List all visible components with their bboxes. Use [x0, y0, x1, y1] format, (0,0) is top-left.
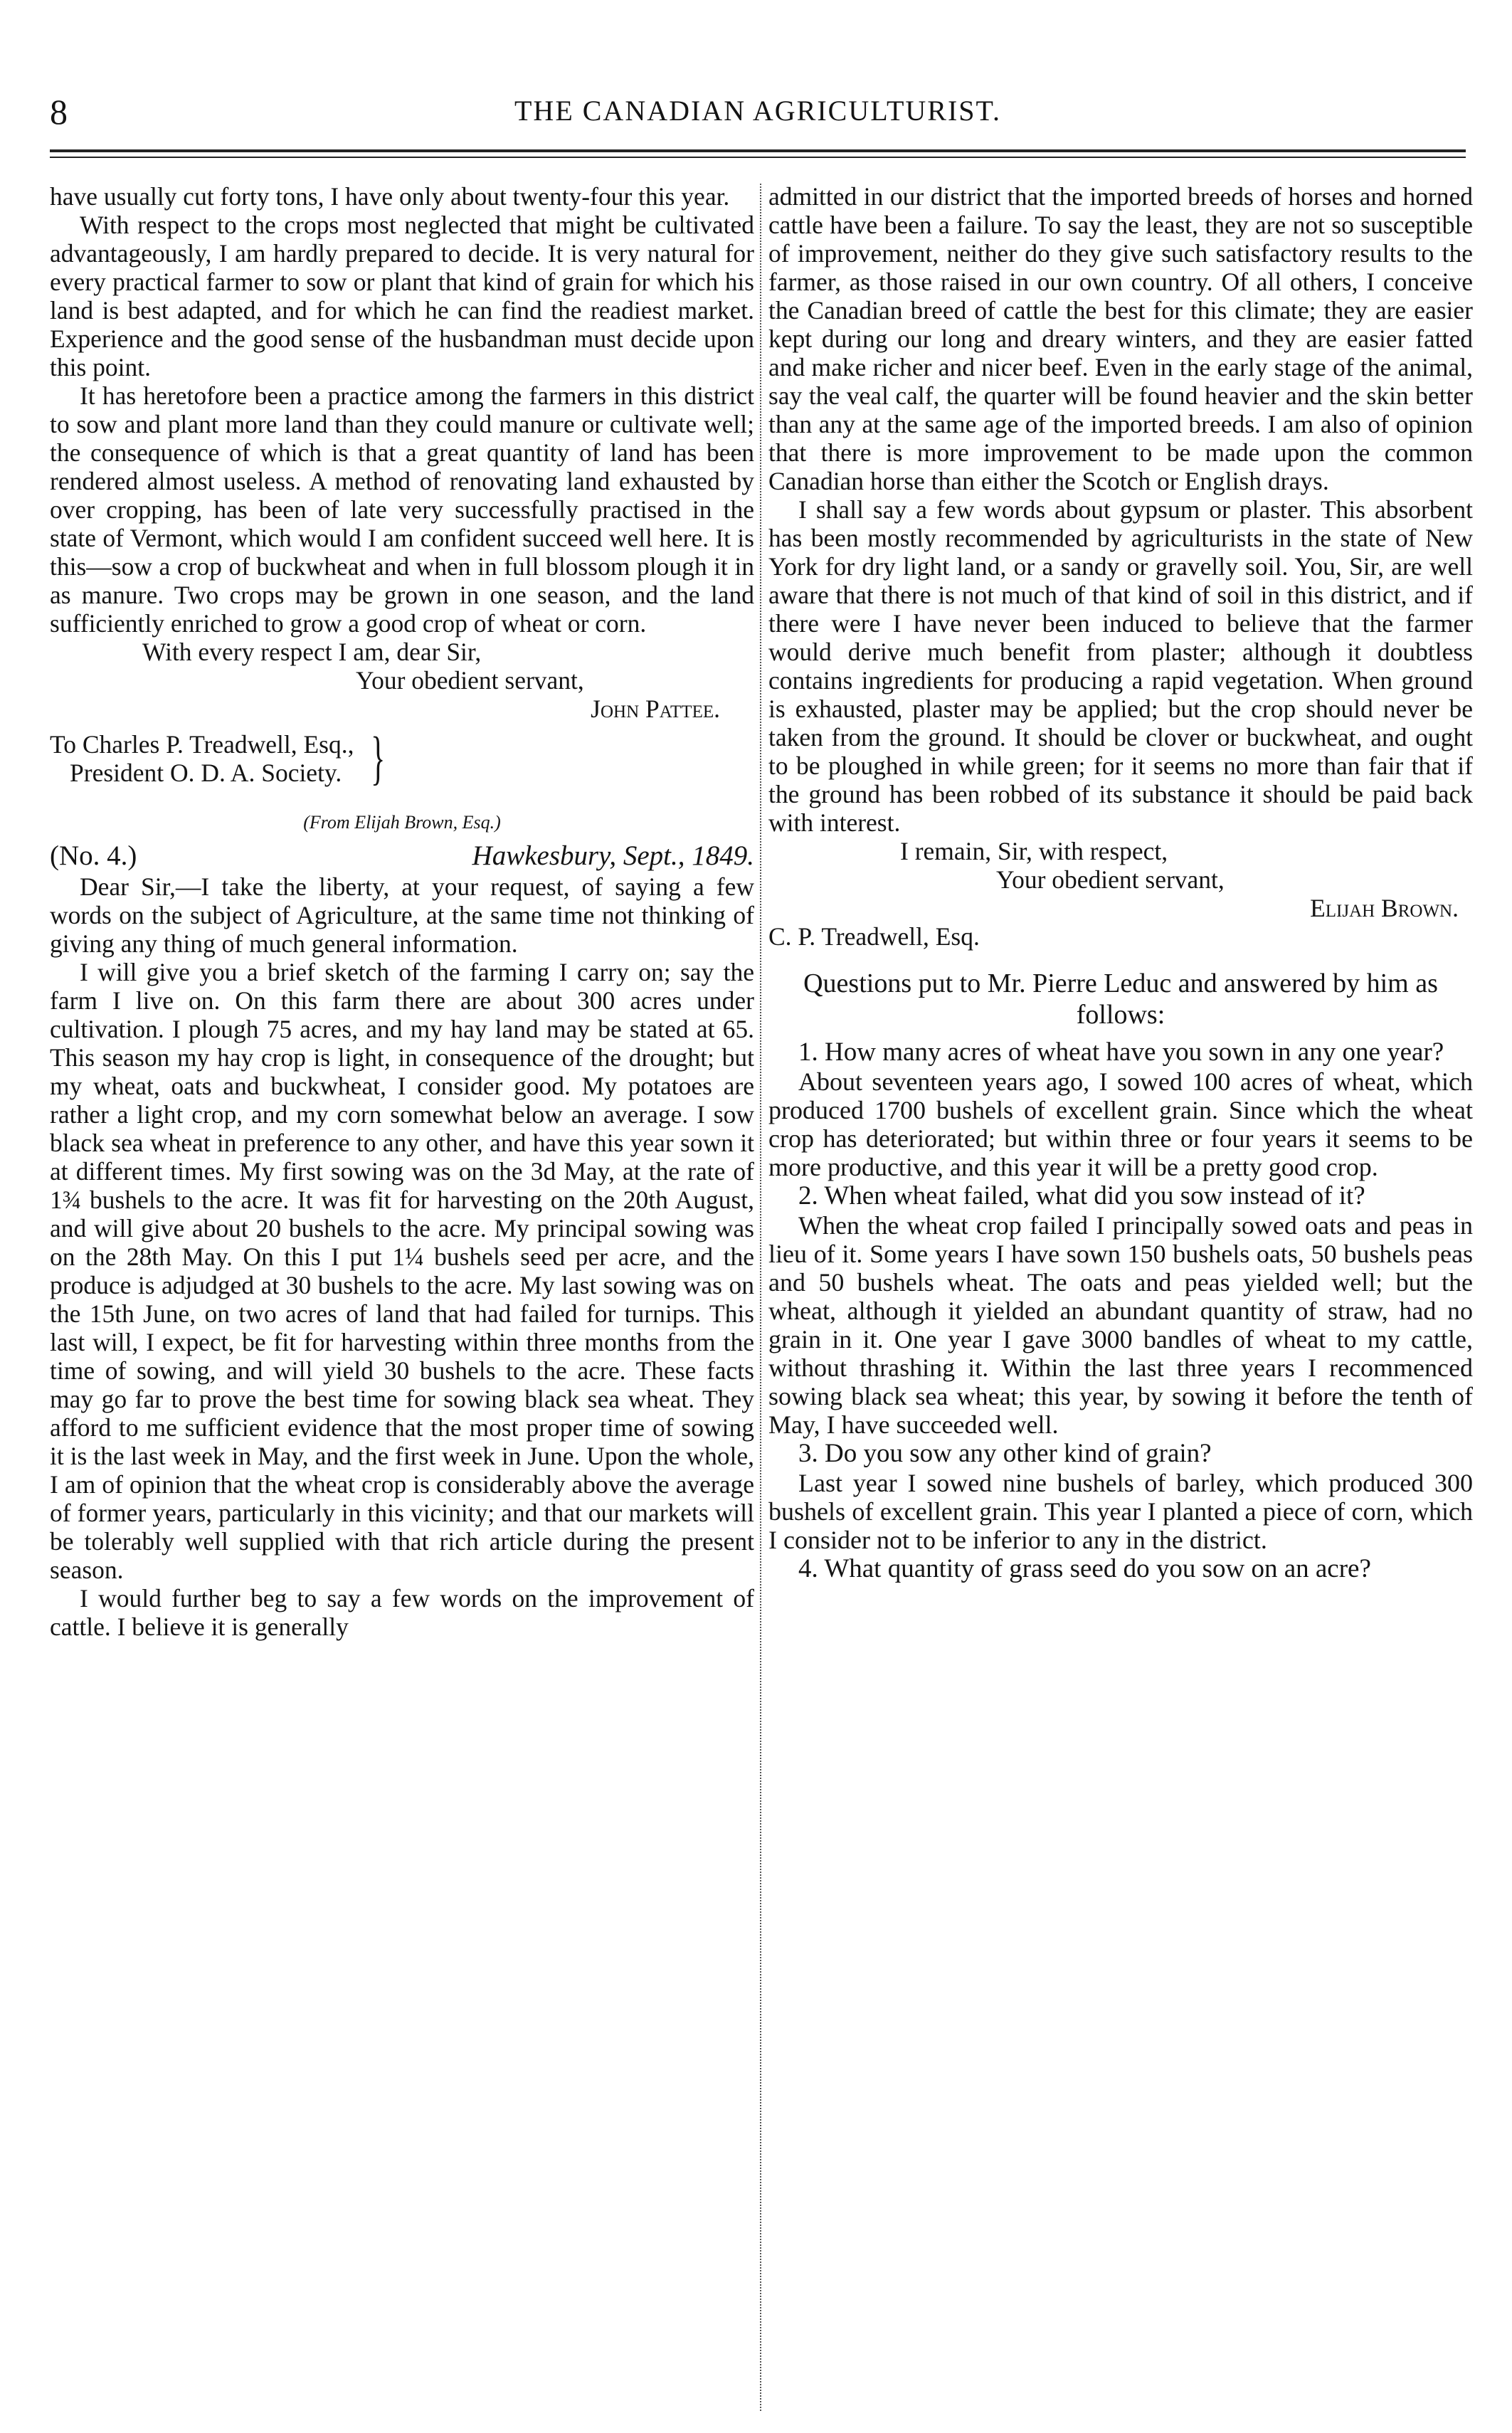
letter-closing: Your obedient servant,	[996, 865, 1225, 894]
letter-signature: John Pattee.	[591, 695, 720, 723]
brace-glyph: }	[371, 725, 386, 791]
letter-signature: Elijah Brown.	[1310, 894, 1459, 922]
letter-closing: Your obedient servant,	[356, 666, 584, 695]
section-heading: Questions put to Mr. Pierre Leduc and answered by him as follows:	[803, 969, 1438, 1030]
addressee-line: To Charles P. Treadwell, Esq.,	[50, 730, 354, 759]
running-title: THE CANADIAN AGRICULTURIST.	[514, 95, 1001, 127]
letter-closing: I remain, Sir, with respect,	[900, 837, 1168, 865]
paragraph: admitted in our district that the imported breeds of horses and horned cattle have been a failure. To say the least, they are not so susceptible of improvement, neither do they give such satisfactory results to the farmer, as those raised in our own country. Of all others, I conceive the Canadian breed of cattle the best for this climate; they are easier kept during our long and dreary winters, and they are easier fatted and make richer and nicer beef. Even in the early stage of the animal, say the veal calf, the quarter will be found heavier and the skin better than any at the same age of the imported breeds. I am also of opinion that there is more improvement to be made upon the common Canadian horse than either the Scotch or English drays.	[768, 182, 1473, 495]
paragraph: It has heretofore been a practice among the farmers in this district to sow and plant more land than they could manure or cultivate well; the consequence of which is that a great quantity of land has been rendered almost useless. A method of renovating land exhausted by over cropping, has been of late very successfully practised in the state of Vermont, which would I am confident succeed well here. It is this—sow a crop of buckwheat and when in full blossom plough it in as manure. Two crops may be grown in one season, and the land sufficiently enriched to grow a good crop of wheat or corn.	[50, 381, 754, 638]
letter-source: (From Elijah Brown, Esq.)	[303, 812, 501, 833]
question: 3. Do you sow any other kind of grain?	[798, 1439, 1212, 1468]
page-header	[50, 84, 1466, 148]
addressee-line: President O. D. A. Society.	[70, 759, 342, 787]
letter-date: Hawkesbury, Sept., 1849.	[472, 840, 754, 871]
letter-number: (No. 4.)	[50, 840, 137, 871]
paragraph: I would further beg to say a few words on the improvement of cattle. I believe it is generally	[50, 1584, 754, 1641]
column-divider	[760, 184, 761, 2411]
header-rule-thin	[50, 157, 1466, 158]
paragraph: I shall say a few words about gypsum or plaster. This absorbent has been mostly recommended by agriculturists in the state of New York for dry light land, or a sandy or gravelly soil. You, Sir, are well aware that there is not much of that kind of soil in this district, and if there were I have never been induced to believe that the farmer would derive much benefit from plaster; although it doubtless contains ingredients for producing a rapid vegetation. When ground is exhausted, plaster may be applied; but the crop should never be taken from the ground. It should be clover or buckwheat, and ought to be ploughed in while green; for it seems no more than fair that if the ground has been robbed of its substance it should be paid back with interest.	[768, 495, 1473, 837]
question: 4. What quantity of grass seed do you sow on an acre?	[798, 1554, 1371, 1583]
left-column	[50, 182, 754, 2417]
answer: About seventeen years ago, I sowed 100 acres of wheat, which produced 1700 bushels of excellent grain. Since which the wheat crop has deteriorated; but within three or four years it seems to be more productive, and this year it will be a pretty good crop.	[768, 1067, 1473, 1181]
question: 1. How many acres of wheat have you sown in any one year?	[798, 1038, 1444, 1067]
paragraph: have usually cut forty tons, I have only about twenty-four this year.	[50, 182, 730, 211]
header-rule-thick	[50, 149, 1466, 152]
paragraph: Dear Sir,—I take the liberty, at your request, of saying a few words on the subject of Agriculture, at the same time not thinking of giving any thing of much general information.	[50, 872, 754, 958]
question: 2. When wheat failed, what did you sow instead of it?	[798, 1181, 1365, 1210]
letter-dateline	[50, 840, 754, 872]
letter-addressee: C. P. Treadwell, Esq.	[768, 922, 980, 951]
right-column	[768, 182, 1473, 2417]
page-number: 8	[50, 92, 68, 132]
paragraph: I will give you a brief sketch of the farming I carry on; say the farm I live on. On this farm there are about 300 acres under cultivation. I plough 75 acres, and my hay land may be stated at 65. This season my hay crop is light, in consequence of the drought; but my wheat, oats and buckwheat, I consider good. My potatoes are rather a light crop, and my corn somewhat below an average. I sow black sea wheat in preference to any other, and have this year sown it at different times. My first sowing was on the 3d May, at the rate of 1¾ bushels to the acre. It was fit for harvesting on the 20th August, and will give about 20 bushels to the acre. My principal sowing was on the 28th May. On this I put 1¼ bushels seed per acre, and the produce is adjudged at 30 bushels to the acre. My last sowing was on the 15th June, on two acres of land that had failed for turnips. This last will, I expect, be fit for harvesting within three months from the time of sowing, and will yield 30 bushels to the acre. These facts may go far to prove the best time for sowing black sea wheat. They afford to me sufficient evidence that the most proper time of sowing it is the last week in May, and the first week in June. Upon the whole, I am of opinion that the wheat crop is considerably above the average of former years, particularly in this vicinity; and that our markets will be tolerably well supplied with that rich article during the present season.	[50, 958, 754, 1584]
letter-addressee	[50, 725, 754, 791]
answer: Last year I sowed nine bushels of barley, which produced 300 bushels of excellent grain. This year I planted a piece of corn, which I consider not to be inferior to any in the district.	[768, 1469, 1473, 1554]
letter-closing: With every respect I am, dear Sir,	[142, 638, 482, 666]
paragraph: With respect to the crops most neglected that might be cultivated advantageously, I am hardly prepared to decide. It is very natural for every practical farmer to sow or plant that kind of grain for which his land is best adapted, and for which he can find the readiest market. Experience and the good sense of the husbandman must decide upon this point.	[50, 211, 754, 381]
answer: When the wheat crop failed I principally sowed oats and peas in lieu of it. Some years I have sown 150 bushels oats, 50 bushels peas and 50 bushels wheat. The oats and peas yielded well; but the wheat, although it yielded an abundant quantity of straw, had no grain in it. One year I gave 3000 bandles of wheat to my cattle, without thrashing it. Within the last three years I recommenced sowing black sea wheat; this year, by sowing it before the tenth of May, I have succeeded well.	[768, 1211, 1473, 1439]
